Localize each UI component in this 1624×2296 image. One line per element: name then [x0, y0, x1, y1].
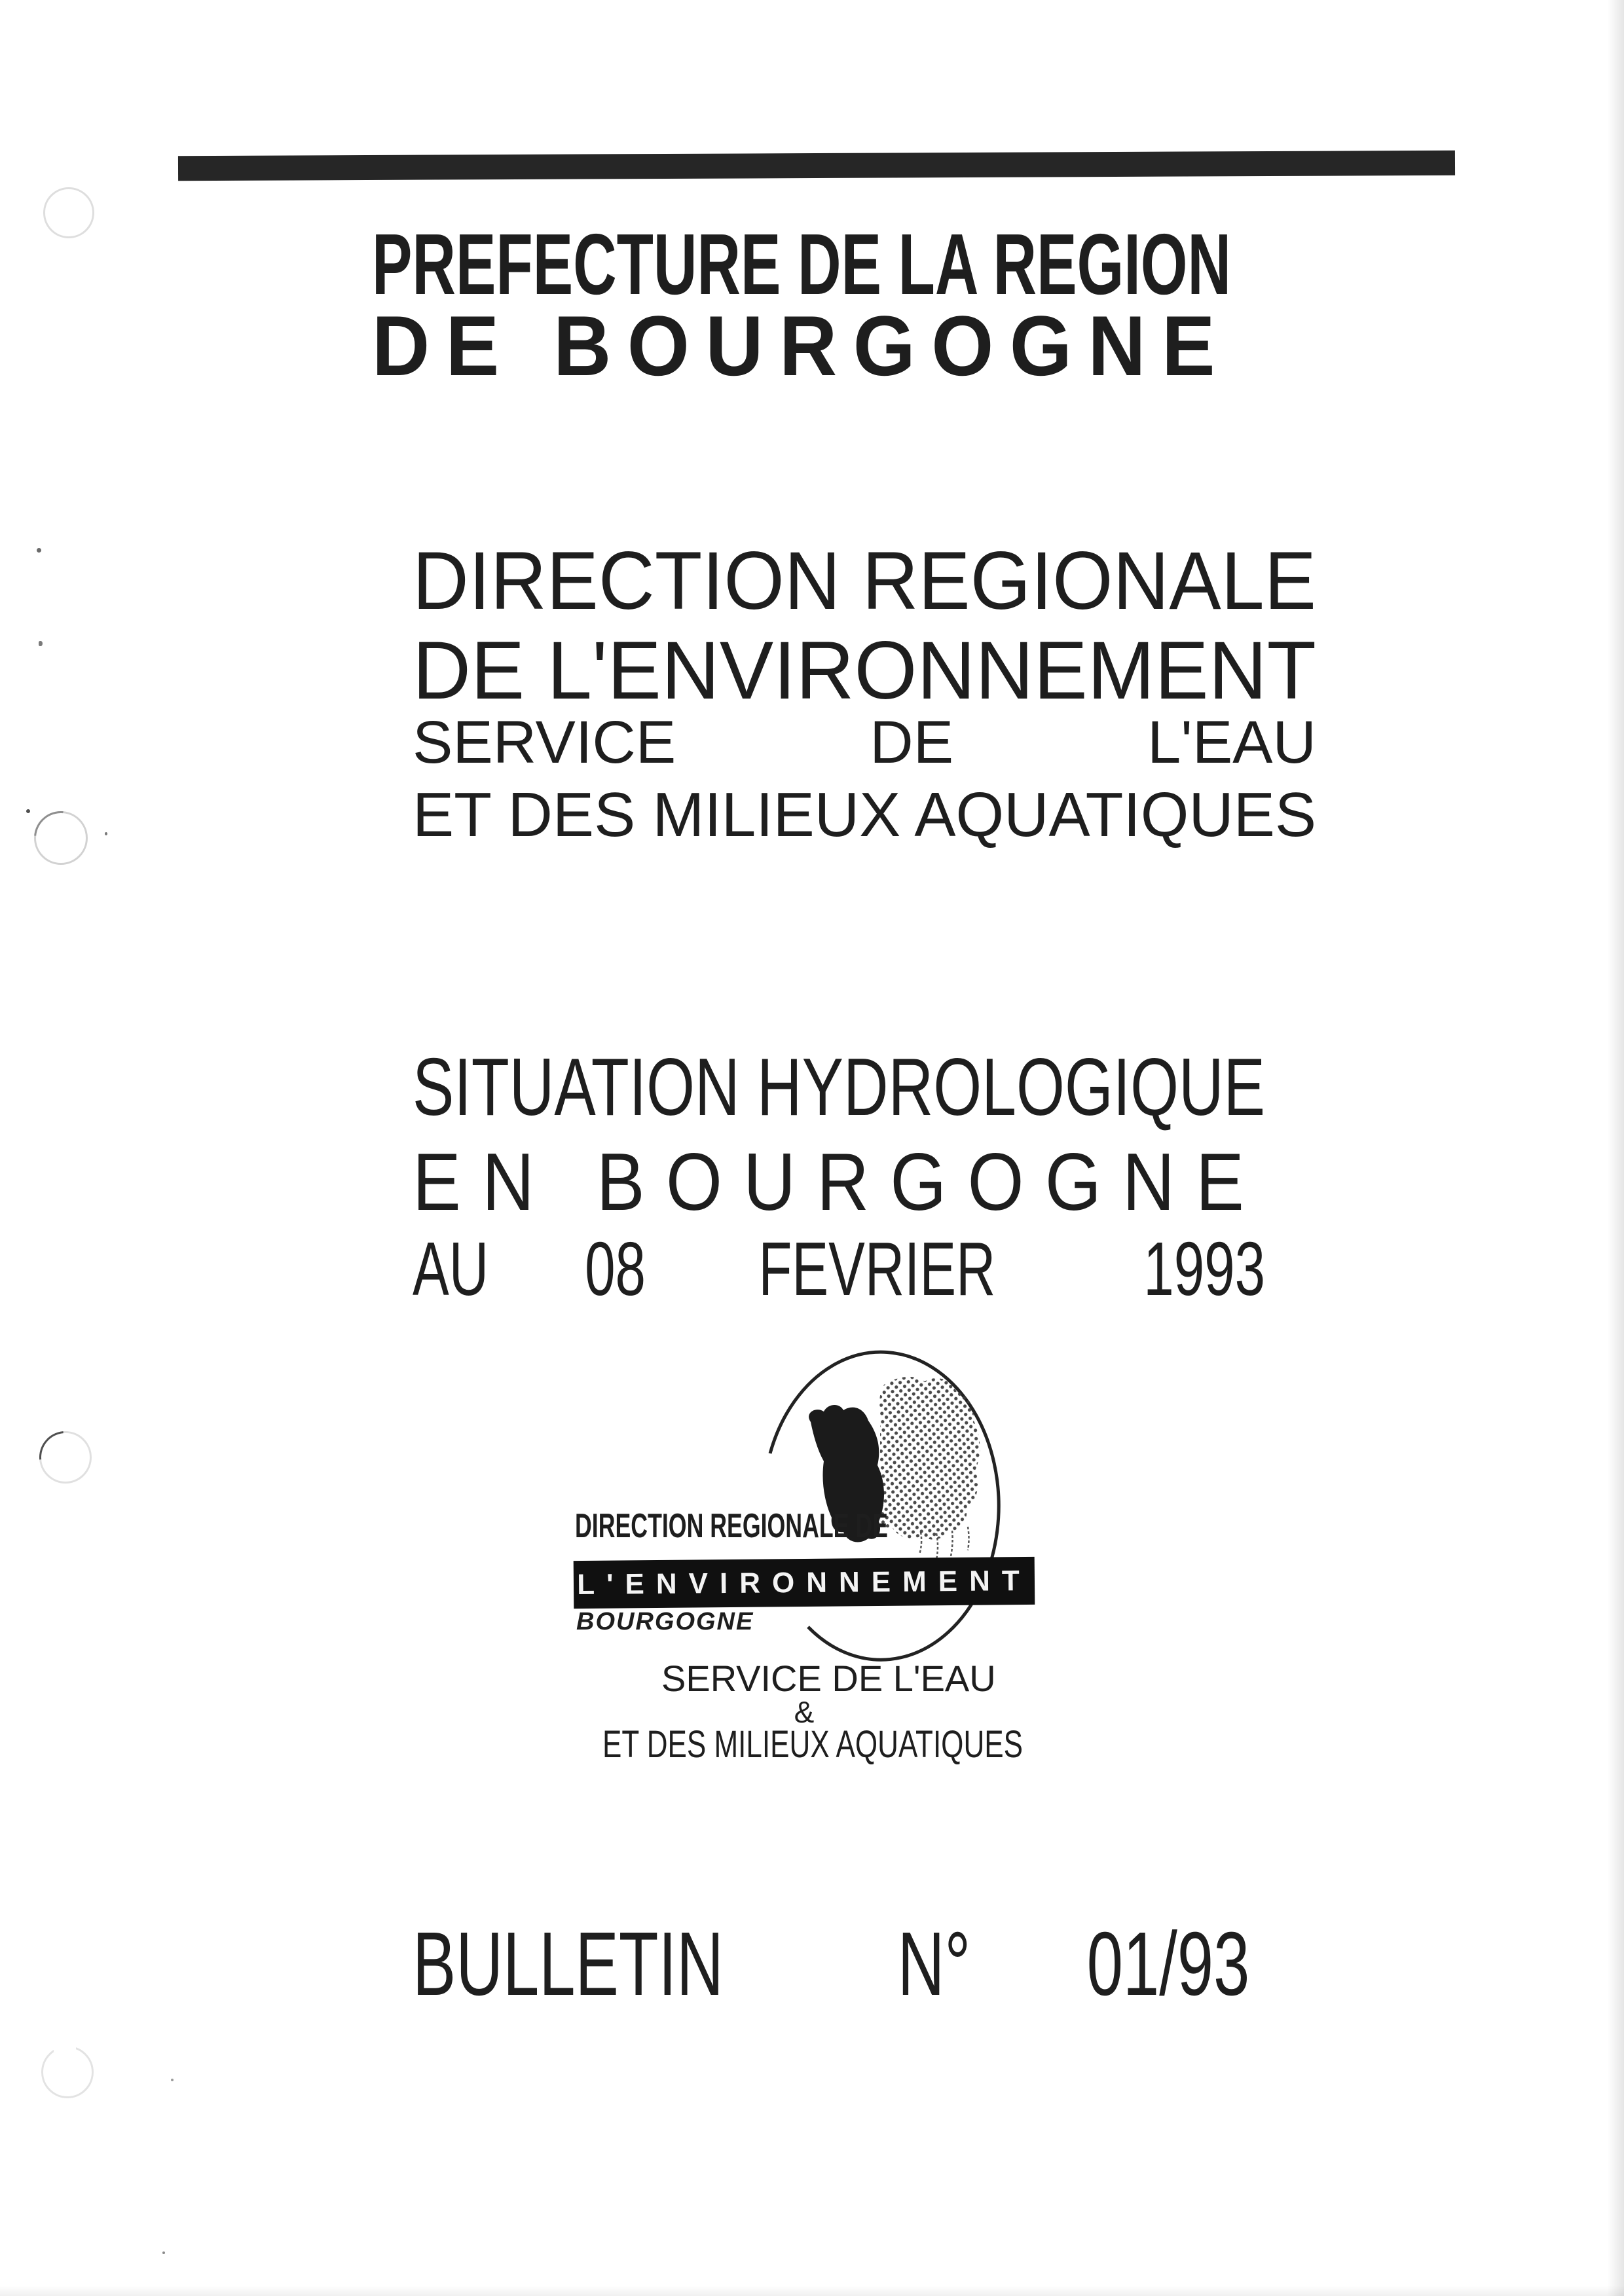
- scan-speck: [26, 809, 30, 813]
- organisation-line3: SERVICE DE L'EAU: [413, 709, 1316, 776]
- organisation-line2: DE L'ENVIRONNEMENT: [413, 625, 1316, 716]
- top-rule-bar: [178, 151, 1455, 181]
- report-title-date-line: AU 08 FEVRIER 1993: [413, 1226, 1265, 1311]
- prefecture-title-line2: DE BOURGOGNE: [372, 298, 1231, 393]
- punch-hole-2: [34, 811, 88, 865]
- scan-edge-shadow-bottom: [0, 2286, 1624, 2296]
- scan-speck: [39, 641, 43, 646]
- report-title-line2: EN BOURGOGNE: [413, 1137, 1265, 1228]
- organisation-line4: ET DES MILIEUX AQUATIQUES: [413, 780, 1316, 850]
- report-title-line1: SITUATION HYDROLOGIQUE: [413, 1042, 1265, 1133]
- scan-speck: [171, 2079, 174, 2081]
- logo-milieux-aquatiques-label: ET DES MILIEUX AQUATIQUES: [602, 1723, 1023, 1766]
- scan-speck: [37, 548, 41, 553]
- logo-splash-halftone: [879, 1377, 980, 1540]
- logo-environnement-label: L'ENVIRONNEMENT: [576, 1564, 1031, 1601]
- logo-ampersand: &: [794, 1695, 815, 1729]
- logo-environnement-bar: [574, 1557, 1035, 1609]
- punch-hole-1: [43, 187, 94, 238]
- scan-speck: [105, 832, 107, 835]
- france-ink-splash-icon: [720, 1336, 1022, 1676]
- logo-bourgogne-label: BOURGOGNE: [576, 1608, 754, 1635]
- scan-edge-shadow-right: [1607, 0, 1624, 2296]
- punch-hole-4: [41, 2046, 94, 2098]
- organisation-line1: DIRECTION REGIONALE: [413, 536, 1316, 627]
- logo-direction-regionale-de: DIRECTION REGIONALE DE: [575, 1507, 888, 1545]
- bulletin-number-line: BULLETIN N° 01/93: [413, 1914, 1249, 2014]
- logo-service-eau-label: SERVICE DE L'EAU: [661, 1658, 996, 1699]
- scan-speck: [162, 2251, 165, 2254]
- punch-hole-3: [39, 1431, 92, 1484]
- prefecture-title-line1: PREFECTURE DE LA REGION: [372, 216, 1231, 312]
